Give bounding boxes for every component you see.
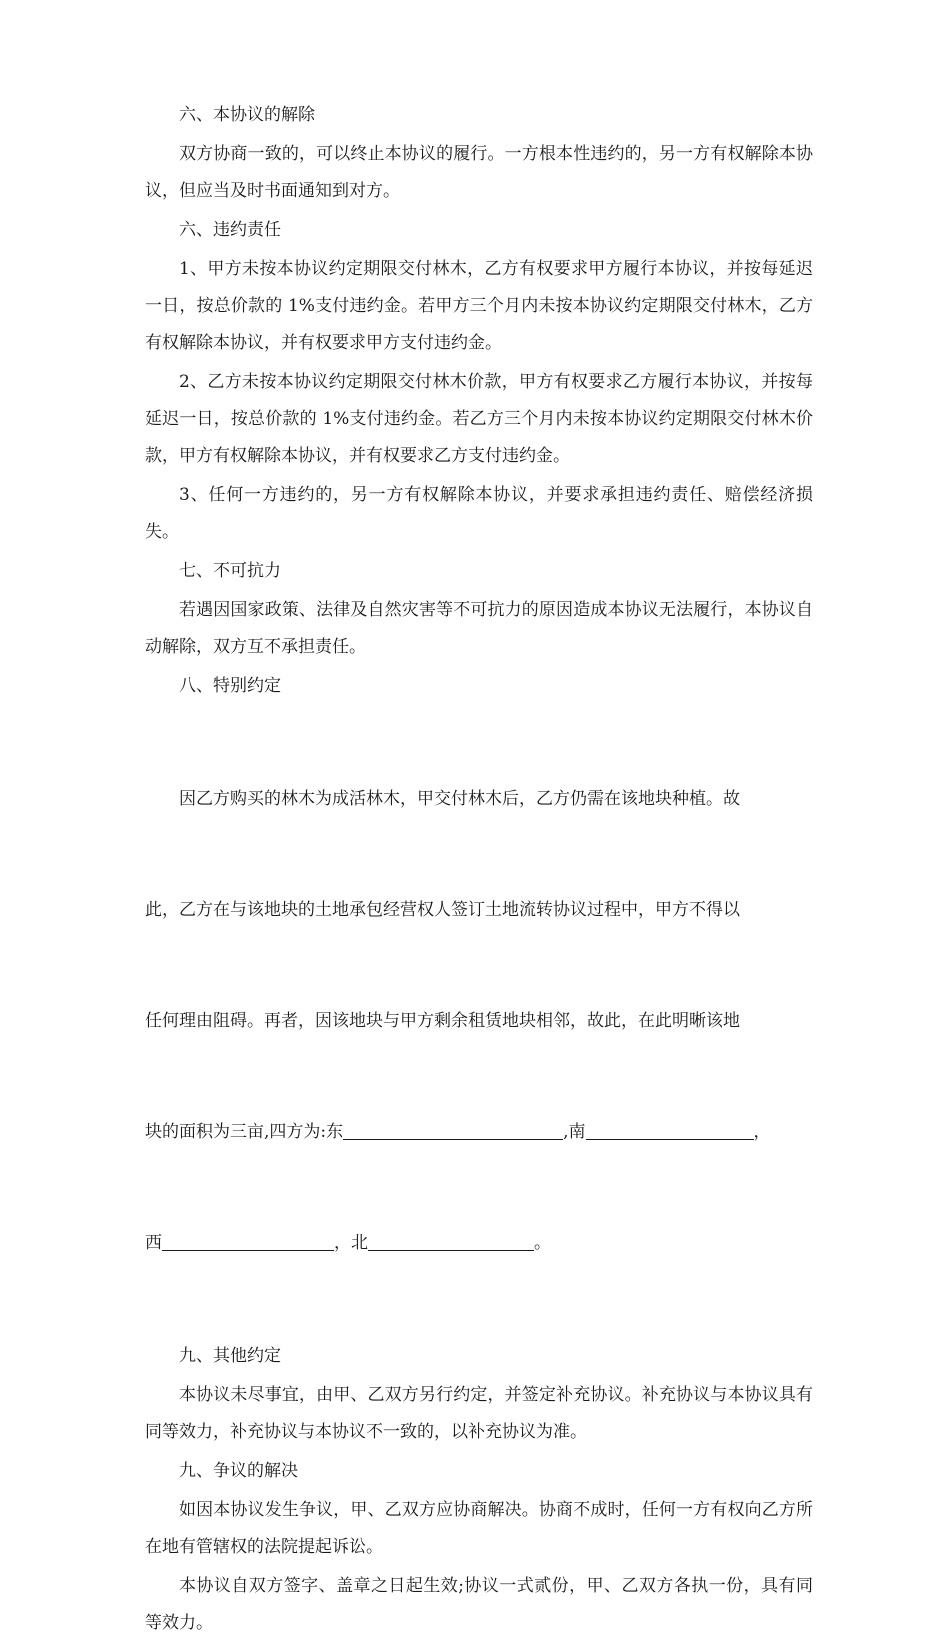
section-heading-dispute: 九、争议的解决 bbox=[179, 1461, 298, 1481]
west-label: 西 bbox=[145, 1233, 162, 1253]
east-blank[interactable] bbox=[343, 1117, 563, 1140]
north-blank[interactable] bbox=[368, 1228, 534, 1251]
section-heading-other: 九、其他约定 bbox=[179, 1346, 281, 1366]
paragraph-special bbox=[145, 707, 813, 1336]
section-heading-breach: 六、违约责任 bbox=[179, 220, 281, 240]
south-label: ,南 bbox=[563, 1122, 586, 1142]
paragraph-termination: 双方协商一致的，可以终止本协议的履行。一方根本性违约的，另一方有权解除本协议，但应当及时书面通知到对方。 bbox=[145, 144, 813, 201]
section-heading-special: 八、特别约定 bbox=[179, 676, 281, 696]
paragraph-dispute: 如因本协议发生争议，甲、乙双方应协商解决。协商不成时，任何一方有权向乙方所在地有管辖权的法院提起诉讼。 bbox=[145, 1500, 813, 1557]
special-line-2: 此，乙方在与该地块的土地承包经营权人签订土地流转协议过程中，甲方不得以 bbox=[145, 900, 740, 920]
west-blank[interactable] bbox=[162, 1228, 334, 1251]
paragraph-other: 本协议未尽事宜，由甲、乙双方另行约定，并签定补充协议。补充协议与本协议具有同等效力，补充协议与本协议不一致的，以补充协议为准。 bbox=[145, 1385, 813, 1442]
document-page bbox=[145, 97, 813, 1644]
paragraph-effective: 本协议自双方签字、盖章之日起生效;协议一式贰份，甲、乙双方各执一份，具有同等效力。 bbox=[145, 1576, 813, 1633]
special-line-5 bbox=[145, 1225, 813, 1262]
special-line-3: 任何理由阻碍。再者，因该地块与甲方剩余租赁地块相邻，故此，在此明晰该地 bbox=[145, 1011, 740, 1031]
area-east-label: 块的面积为三亩,四方为:东 bbox=[145, 1122, 344, 1142]
comma-1: ， bbox=[753, 1122, 771, 1142]
north-label: ，北 bbox=[334, 1233, 368, 1253]
paragraph-breach-1: 1、甲方未按本协议约定期限交付林木，乙方有权要求甲方履行本协议，并按每延迟一日，按总价款的 1%支付违约金。若甲方三个月内未按本协议约定期限交付林木，乙方有权解除本协议，并有权要求甲方支付违约金。 bbox=[145, 259, 813, 353]
period: 。 bbox=[534, 1233, 551, 1253]
paragraph-breach-3: 3、任何一方违约的，另一方有权解除本协议，并要求承担违约责任、赔偿经济损失。 bbox=[145, 485, 813, 542]
special-line-4 bbox=[145, 1114, 813, 1151]
section-heading-termination: 六、本协议的解除 bbox=[179, 105, 315, 125]
section-heading-force-majeure: 七、不可抗力 bbox=[179, 561, 281, 581]
paragraph-breach-2: 2、乙方未按本协议约定期限交付林木价款，甲方有权要求乙方履行本协议，并按每延迟一日，按总价款的 1%支付违约金。若乙方三个月内未按本协议约定期限交付林木价款，甲方有权解除本协议，并有权要求乙方支付违约金。 bbox=[145, 372, 813, 466]
paragraph-force-majeure: 若遇因国家政策、法律及自然灾害等不可抗力的原因造成本协议无法履行，本协议自动解除，双方互不承担责任。 bbox=[145, 600, 813, 657]
south-blank[interactable] bbox=[586, 1117, 754, 1140]
special-line-1: 因乙方购买的林木为成活林木，甲交付林木后，乙方仍需在该地块种植。故 bbox=[179, 789, 740, 809]
